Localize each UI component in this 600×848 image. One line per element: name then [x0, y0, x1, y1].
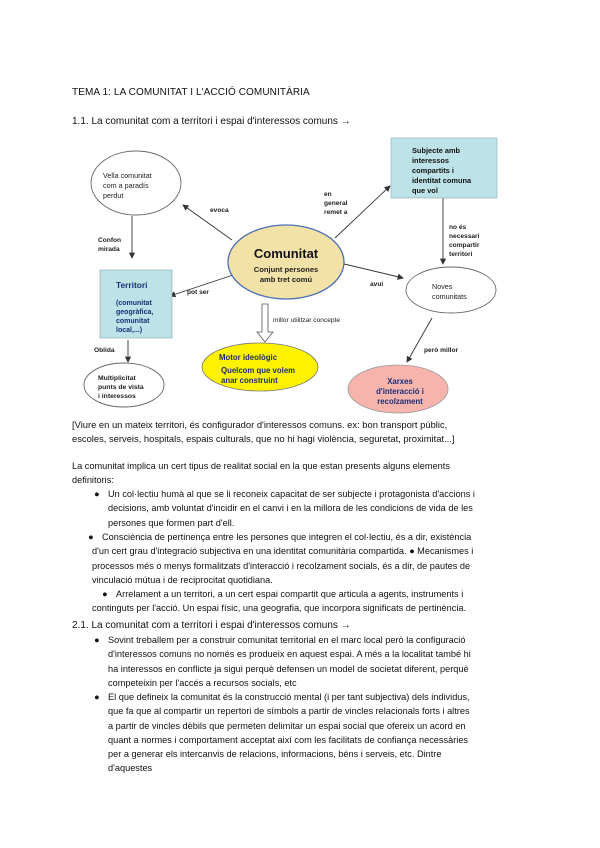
b11-line-2: decisions, amb voluntat d'incidir en el canvi i en la millora de les condicions de vida de les: [108, 503, 473, 514]
label-oblida: Oblida: [94, 347, 115, 354]
bullet-2-2: [94, 690, 548, 776]
label-peromillor: però millor: [424, 347, 459, 354]
quote-block: [72, 418, 552, 446]
b22-line-2: que fa que al compartir un repertori de símbols a partir de vincles relacionals forts i altres: [108, 706, 470, 717]
b22-line-5: per a generar els intercanvis de relacions, informacions, béns i serveis, etc. Dintre: [108, 749, 442, 760]
b21-line-1: Sovint treballem per a construir comunitat territorial en el marc local però la configuració: [108, 635, 466, 645]
territori-line-2: geogràfica,: [116, 309, 154, 316]
b21-line-2: d'interessos comuns no només es produeix en aquest espai. A més a la localitat també hi: [108, 649, 471, 660]
b11-line-3: persones que formen part d'ell.: [108, 517, 235, 528]
b22-line-4: quant a normes i comportament acceptat així com les facilitats de confiança necessàries: [108, 734, 469, 745]
territori-line-1: (comunitat: [116, 300, 152, 307]
label-noes-3: compartir: [449, 242, 480, 249]
territori-line-3: comunitat: [116, 318, 150, 325]
bullet-dot: ●: [94, 489, 100, 499]
label-evoca: evoca: [210, 207, 229, 214]
b12-line-4: vinculació mútua i de reciprocitat quotidiana.: [92, 574, 273, 585]
label-engeneral-1: en: [324, 191, 332, 198]
b13-line-1: Arrelament a un territori, a un cert espai compartit que articula a agents, instruments i: [116, 589, 464, 599]
b11-line-1: Un col·lectiu humà al que se li reconeix capacitat de ser subjecte i protagonista d'accions i: [108, 489, 475, 499]
bullet-1-2: [88, 530, 548, 587]
label-noes-4: territori: [449, 251, 473, 258]
multi-line-3: i interessos: [98, 393, 136, 400]
comunitat-title: Comunitat: [253, 246, 319, 261]
label-confon-1: Confon: [98, 237, 122, 244]
comunitat-sub-2: amb tret comú: [259, 275, 313, 284]
b12-line-1: Consciència de pertinença entre les persones que integren el col·lectiu, és a dir, existència: [102, 532, 472, 542]
bullet-dot: ●: [88, 532, 94, 542]
label-confon-2: mirada: [98, 246, 120, 253]
subjecte-line-2: interessos: [412, 156, 449, 165]
bullet-1-1: [94, 487, 548, 530]
label-millor: millor utilitzar concepte: [273, 317, 341, 324]
multi-line-1: Multiplicitat: [98, 375, 136, 382]
vella-line-2: com a paradís: [103, 181, 149, 190]
xarxes-line-2: d'interacció i: [376, 387, 424, 396]
concept-map: [0, 0, 600, 420]
label-noes-1: no és: [449, 224, 467, 231]
motor-line-3: anar construint: [221, 376, 278, 385]
label-engeneral-2: general: [324, 200, 348, 207]
bullet-dot: ●: [102, 589, 108, 599]
b22-line-1: El que defineix la comunitat és la construcció mental (i per tant subjectiva) dels individus,: [108, 692, 470, 702]
quote-line-1: [Viure en un mateix territori, és configurador d'interessos comuns. ex: bon transport públic,: [72, 419, 448, 430]
label-engeneral-3: remet a: [324, 209, 348, 216]
subjecte-line-5: que vol: [412, 186, 438, 195]
b21-line-4: competeixin per l'accés a recursos socials, etc: [108, 677, 297, 688]
territori-title: Territori: [116, 280, 148, 290]
arrow-center-to-noves: [340, 263, 403, 278]
bullet-2-1: [94, 633, 548, 690]
b22-line-3: a partir de vincles dèbils que permeten delimitar un espai social que ofereix un acord en: [108, 720, 466, 731]
intro-line-1: La comunitat implica un cert tipus de realitat social en la que estan presents alguns elements: [72, 461, 450, 471]
intro-paragraph: [72, 459, 450, 488]
arrow-noves-to-xarxes: [407, 318, 432, 362]
vella-line-3: perdut: [103, 191, 124, 200]
label-avui: avui: [370, 281, 384, 288]
motor-line-1: Motor ideològic: [219, 353, 278, 362]
bullet-dot: ●: [94, 692, 100, 702]
subjecte-line-1: Subjecte amb: [412, 146, 461, 155]
subjecte-line-3: compartits i: [412, 166, 454, 175]
b12-line-2: d'un cert grau d'integració subjectiva en una identitat comunitària compartida. ● Mecanismes i: [92, 546, 474, 557]
b13-line-2: continguts per l'acció. Un espai físic, una geografia, que incorpora significats de pertinència.: [92, 603, 467, 614]
vella-line-1: Vella comunitat: [103, 171, 152, 180]
double-arrow-center-to-motor: [257, 304, 273, 342]
bullet-1-3: [92, 587, 548, 616]
multi-line-2: punts de vista: [98, 384, 144, 391]
territori-line-4: local,...): [116, 327, 143, 334]
b21-line-3: ha interessos en conflicte ja sigui perquè defensen un model de societat diferent, perquè: [108, 663, 469, 674]
quote-line-2: escoles, serveis, hospitals, espais culturals, que no hi hagi violència, seguretat, proximitat...]: [72, 433, 455, 444]
noves-line-2: comunitats: [432, 292, 467, 301]
noves-line-1: Noves: [432, 282, 453, 291]
bullet-dot: ●: [94, 635, 100, 645]
b12-line-3: processos més o menys formalitzats d'interacció i recolzament socials, és a dir, de pautes de: [92, 560, 471, 571]
document-title: TEMA 1: LA COMUNITAT I L'ACCIÓ COMUNITÀRIA: [72, 87, 310, 98]
comunitat-node: [228, 225, 344, 299]
xarxes-line-3: recolzament: [377, 397, 423, 406]
xarxes-line-1: Xarxes: [387, 377, 413, 386]
section-heading-1: 1.1. La comunitat com a territori i espai d'interessos comuns →: [72, 116, 351, 127]
comunitat-sub-1: Conjunt persones: [253, 265, 319, 274]
b22-line-6: d'aquestes: [108, 763, 153, 774]
label-potser: pot ser: [187, 289, 209, 296]
subjecte-line-4: identitat comuna: [412, 176, 472, 185]
intro-line-2: definitoris:: [72, 475, 114, 486]
motor-line-2: Quelcom que volem: [221, 366, 296, 375]
section-heading-2: 2.1. La comunitat com a territori i espai d'interessos comuns →: [72, 620, 351, 631]
label-noes-2: necessari: [449, 233, 480, 240]
